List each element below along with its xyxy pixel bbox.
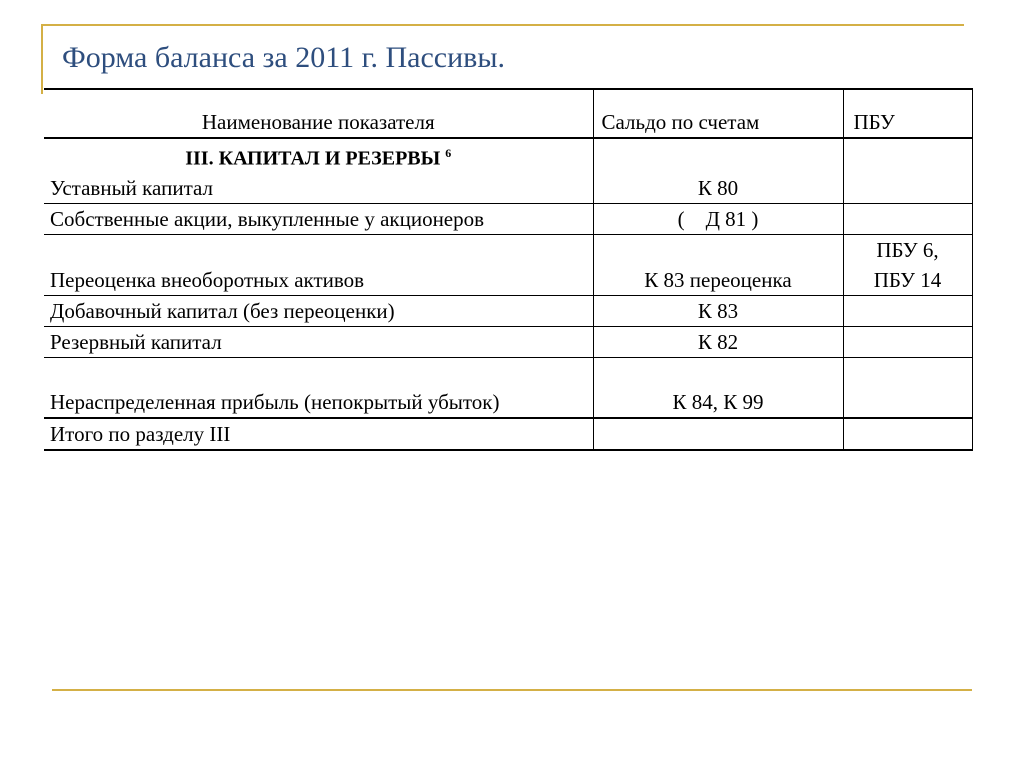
row-name: Уставный капитал — [50, 175, 213, 200]
row-pbu — [843, 138, 972, 203]
row-pbu — [843, 295, 972, 326]
section-title: III. КАПИТАЛ И РЕЗЕРВЫ $^6$ — [185, 146, 452, 170]
row-account: К 82 — [593, 326, 843, 357]
table-row — [44, 203, 972, 234]
row-account: ( Д 81 ) — [593, 203, 843, 234]
table-header-row — [44, 89, 972, 138]
top-rule — [42, 24, 964, 26]
row-pbu — [843, 203, 972, 234]
table-row — [44, 234, 972, 295]
header-name: Наименование показателя — [44, 89, 593, 138]
section-footnote: 6 — [445, 146, 452, 160]
row-account: К 84, К 99 — [593, 357, 843, 418]
row-account: К 80 — [593, 138, 843, 203]
left-rule — [41, 24, 43, 94]
row-account: К 83 — [593, 295, 843, 326]
row-name: Резервный капитал — [44, 326, 593, 357]
header-account: Сальдо по счетам — [593, 89, 843, 138]
row-account: К 83 переоценка — [593, 234, 843, 295]
balance-table — [44, 88, 973, 451]
table-row-total — [44, 418, 972, 450]
table-row — [44, 357, 972, 418]
row-name: Добавочный капитал (без переоценки) — [44, 295, 593, 326]
row-pbu — [843, 326, 972, 357]
section-cell — [44, 138, 593, 203]
row-pbu — [843, 418, 972, 450]
row-pbu — [843, 357, 972, 418]
header-pbu: ПБУ — [843, 89, 972, 138]
slide-title: Форма баланса за 2011 г. Пассивы. — [62, 41, 505, 74]
row-account — [593, 418, 843, 450]
row-name: Переоценка внеоборотных активов — [44, 234, 593, 295]
row-name: Нераспределенная прибыль (непокрытый убыток) — [44, 357, 593, 418]
bottom-rule — [52, 689, 972, 691]
row-pbu: ПБУ 6, ПБУ 14 — [843, 234, 972, 295]
table-row — [44, 295, 972, 326]
row-name: Собственные акции, выкупленные у акционеров — [44, 203, 593, 234]
table-row — [44, 326, 972, 357]
table-row — [44, 138, 972, 203]
row-name: Итого по разделу III — [44, 418, 593, 450]
